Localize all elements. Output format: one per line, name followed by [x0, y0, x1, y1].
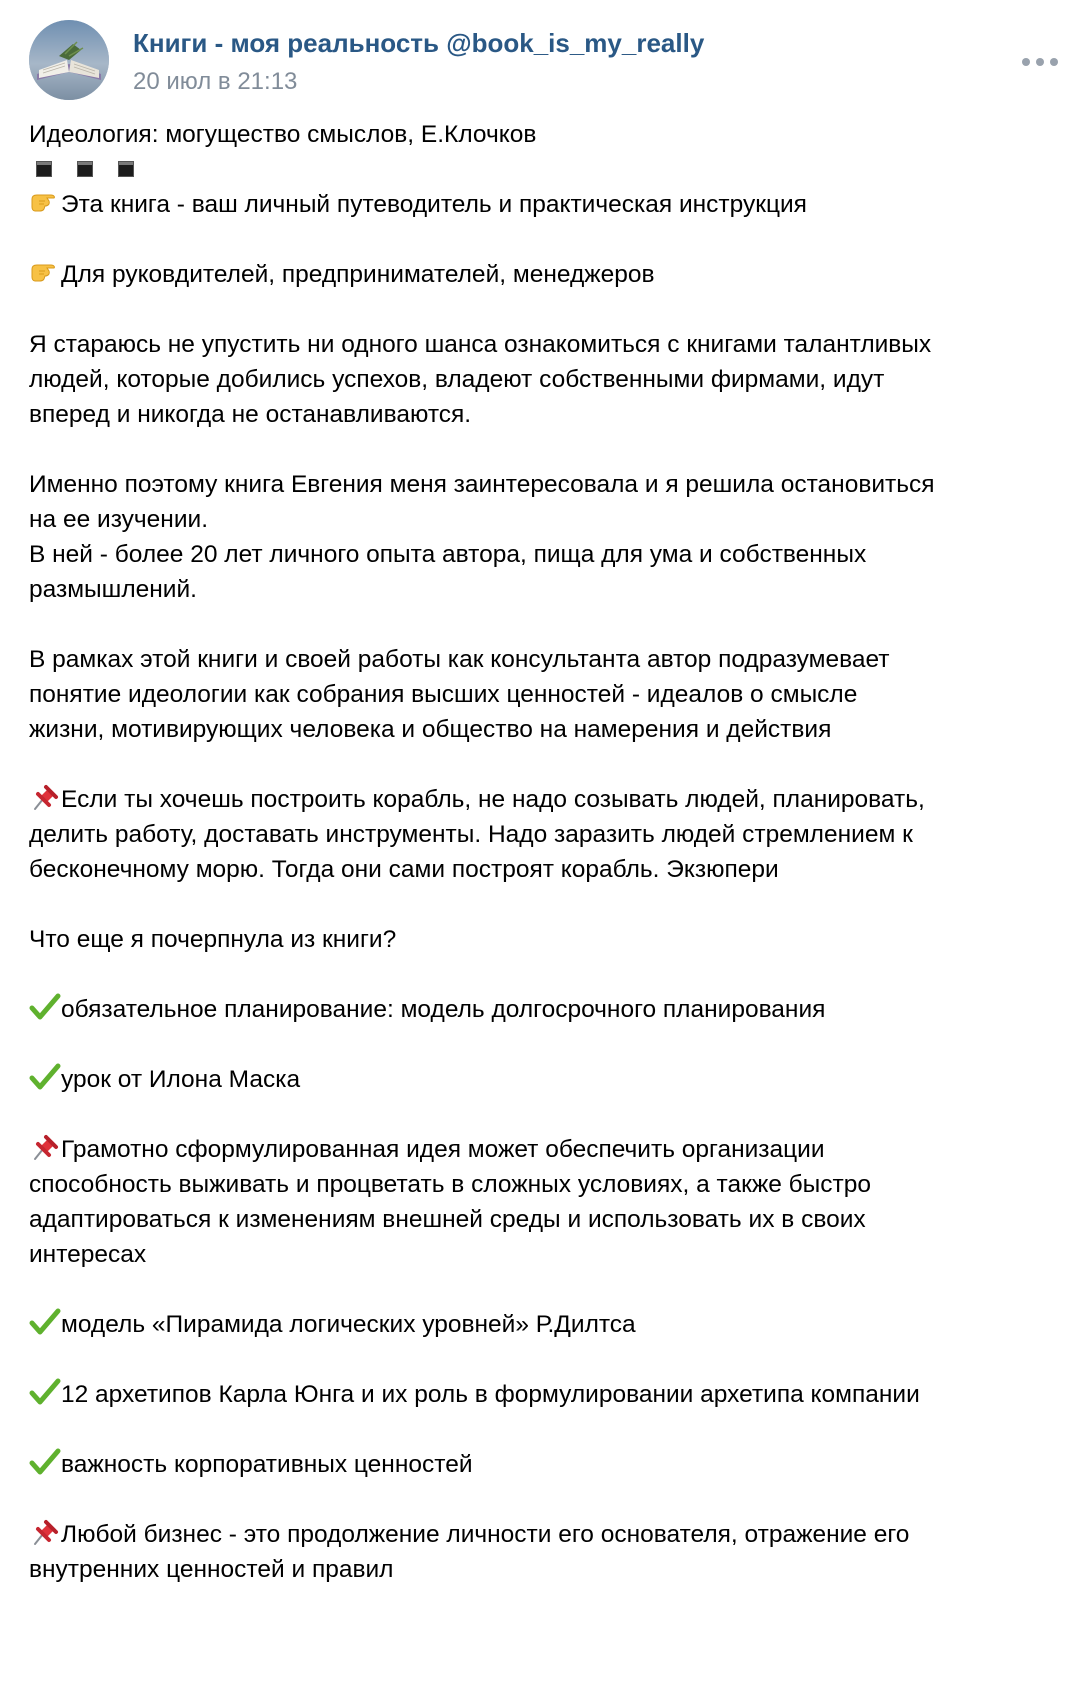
text-line — [29, 1062, 1069, 1097]
backhand-index-pointing-right-icon — [29, 257, 61, 287]
pushpin-icon — [29, 1517, 61, 1547]
text-line-content: Грамотно сформулированная идея может обеспечить организации — [61, 1136, 825, 1163]
post-text — [29, 117, 1069, 1587]
post-author-link[interactable]: Книги - моя реальность @book_is_my_really — [133, 28, 705, 58]
text-line-content: обязательное планирование: модель долгосрочного планирования — [61, 996, 826, 1023]
text-line: Что еще я почерпнула из книги? — [29, 926, 397, 953]
text-line — [29, 992, 1069, 1027]
text-line — [29, 257, 1069, 292]
check-mark-icon — [29, 1062, 61, 1092]
text-line: интересах — [29, 1241, 147, 1268]
text-line: людей, которые добились успехов, владеют собственными фирмами, идут — [29, 366, 885, 393]
text-line: жизни, мотивирующих человека и общество на намерения и действия — [29, 716, 832, 743]
text-line — [29, 1132, 1069, 1167]
post-header — [29, 20, 1086, 104]
check-mark-icon — [29, 1307, 61, 1337]
black-square-icon — [118, 161, 134, 177]
text-line: внутренних ценностей и правил — [29, 1556, 394, 1583]
text-line — [29, 1307, 1069, 1342]
text-line — [29, 782, 1069, 817]
text-line: размышлений. — [29, 576, 197, 603]
text-line: В ней - более 20 лет личного опыта автора, пища для ума и собственных — [29, 541, 867, 568]
text-line: бесконечному морю. Тогда они сами построят корабль. Экзюпери — [29, 856, 779, 883]
text-line — [29, 1377, 1069, 1412]
community-avatar[interactable] — [29, 20, 109, 100]
text-line: Я стараюсь не упустить ни одного шанса ознакомиться с книгами талантливых — [29, 331, 932, 358]
check-mark-icon — [29, 992, 61, 1022]
black-square-icon — [36, 161, 52, 177]
text-line: делить работу, доставать инструменты. Надо заразить людей стремлением к — [29, 821, 913, 848]
text-line: адаптироваться к изменениям внешней среды и использовать их в своих — [29, 1206, 866, 1233]
text-line-content: урок от Илона Маска — [61, 1066, 301, 1093]
text-line — [29, 1447, 1069, 1482]
text-line — [29, 187, 1069, 222]
text-line: Идеология: могущество смыслов, Е.Клочков — [29, 121, 537, 148]
check-mark-icon — [29, 1447, 61, 1477]
black-square-icon — [77, 161, 93, 177]
black-squares-row — [29, 152, 1069, 187]
pushpin-icon — [29, 782, 61, 812]
more-horizontal-icon[interactable] — [1022, 56, 1058, 68]
pushpin-icon — [29, 1132, 61, 1162]
text-line: понятие идеологии как собрания высших ценностей - идеалов о смысле — [29, 681, 858, 708]
post-date[interactable]: 20 июл в 21:13 — [133, 68, 298, 95]
text-line: вперед и никогда не останавливаются. — [29, 401, 472, 428]
text-line-content: важность корпоративных ценностей — [61, 1451, 473, 1478]
check-mark-icon — [29, 1377, 61, 1407]
text-line-content: модель «Пирамида логических уровней» Р.Дилтса — [61, 1311, 636, 1338]
text-line: способность выживать и процветать в сложных условиях, а также быстро — [29, 1171, 872, 1198]
text-line-content: Любой бизнес - это продолжение личности его основателя, отражение его — [61, 1521, 910, 1548]
backhand-index-pointing-right-icon — [29, 187, 61, 217]
text-line — [29, 1517, 1069, 1552]
text-line: Именно поэтому книга Евгения меня заинтересовала и я решила остановиться — [29, 471, 935, 498]
text-line-content: Если ты хочешь построить корабль, не надо созывать людей, планировать, — [61, 786, 925, 813]
text-line: В рамках этой книги и своей работы как консультанта автор подразумевает — [29, 646, 890, 673]
text-line: на ее изучении. — [29, 506, 209, 533]
text-line-content: 12 архетипов Карла Юнга и их роль в формулировании архетипа компании — [61, 1381, 920, 1408]
text-line-content: Эта книга - ваш личный путеводитель и практическая инструкция — [61, 191, 807, 218]
text-line-content: Для руковдителей, предпринимателей, менеджеров — [61, 261, 655, 288]
